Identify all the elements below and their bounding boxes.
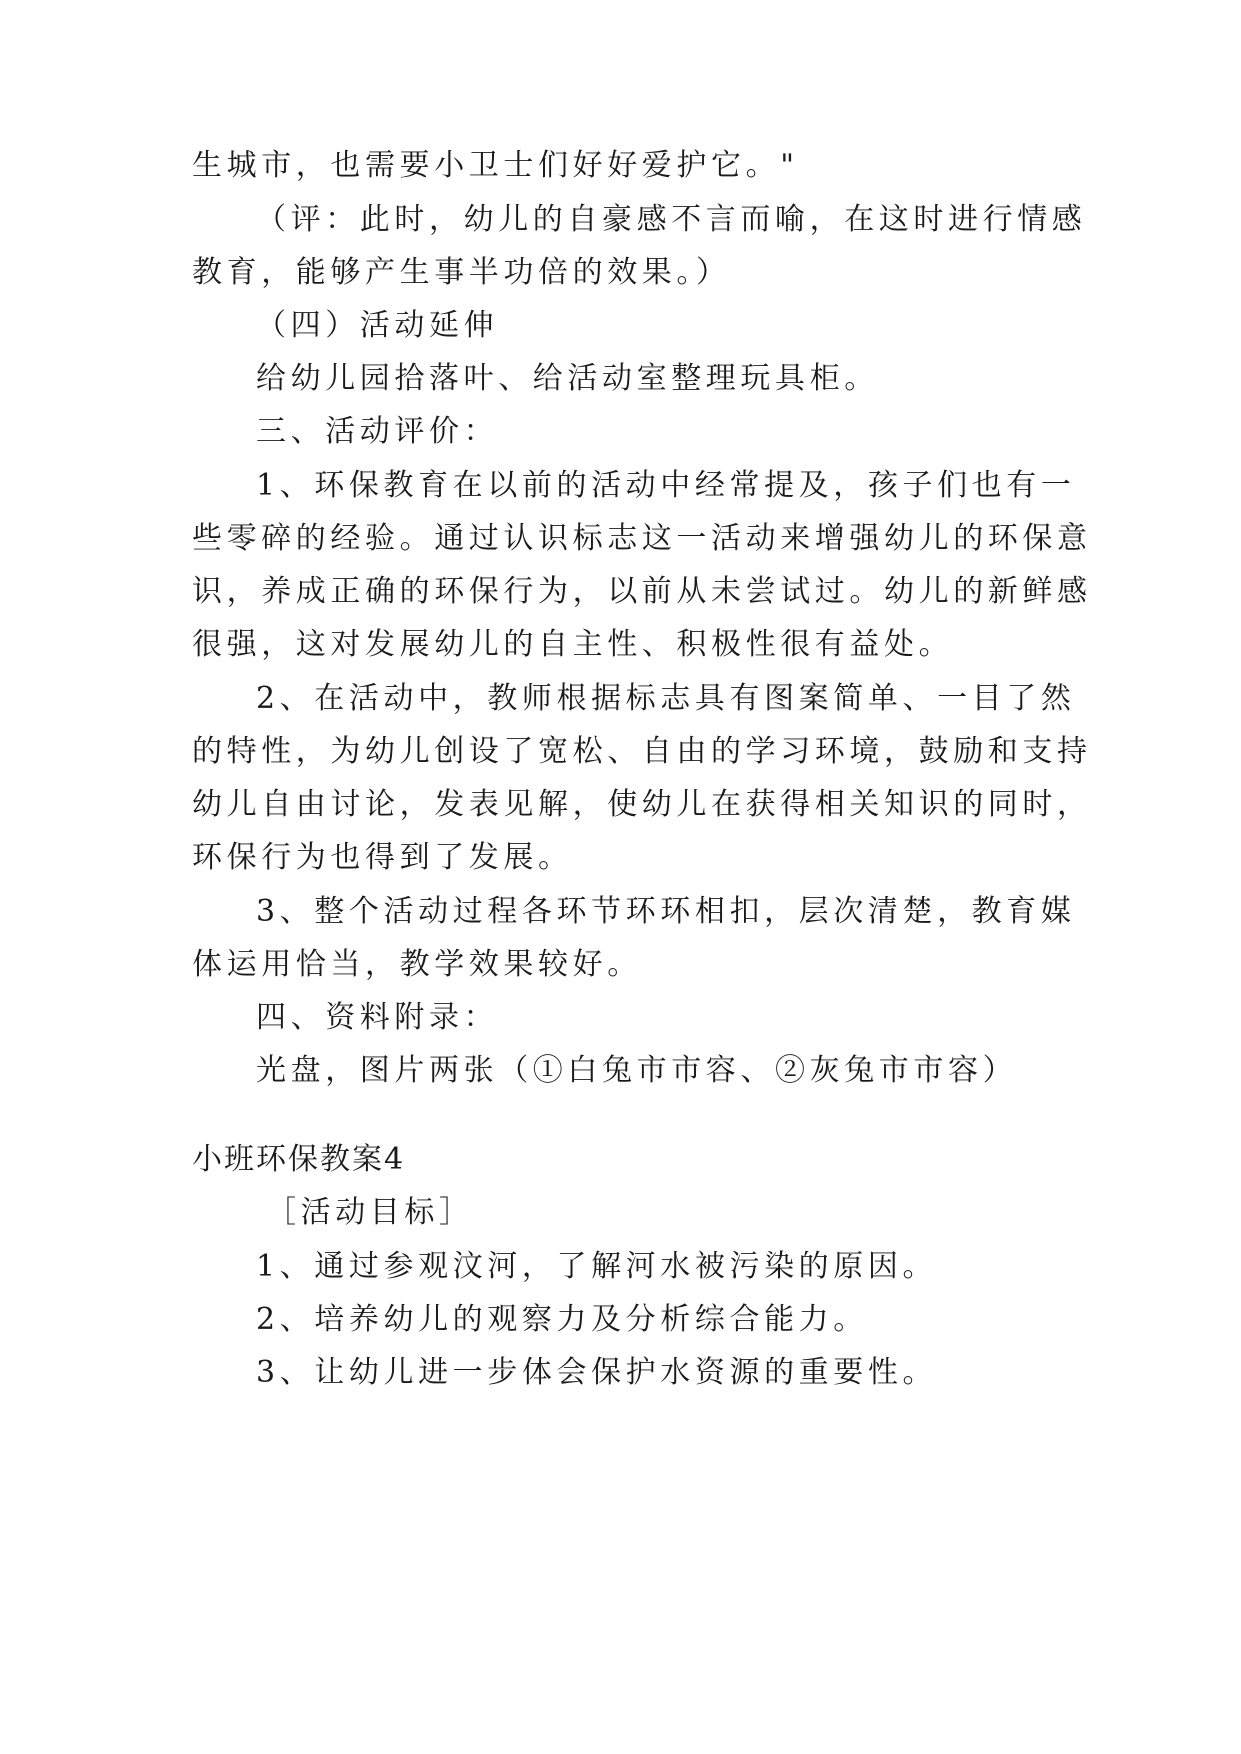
section-heading: （四）活动延伸	[256, 308, 499, 343]
document-title: 小班环保教案4	[192, 1142, 406, 1177]
paragraph-line: 很强，这对发展幼儿的自主性、积极性很有益处。	[192, 627, 954, 662]
section-heading: 三、活动评价：	[256, 414, 499, 449]
paragraph-line: 识，养成正确的环保行为，以前从未尝试过。幼儿的新鲜感	[192, 574, 1092, 609]
list-item: 2、培养幼儿的观察力及分析综合能力。	[256, 1302, 868, 1337]
paragraph-line: 的特性，为幼儿创设了宽松、自由的学习环境，鼓励和支持	[192, 734, 1092, 769]
paragraph-line: 些零碎的经验。通过认识标志这一活动来增强幼儿的环保意	[192, 521, 1092, 556]
paragraph-line: 体运用恰当，教学效果较好。	[192, 947, 642, 982]
list-item: 3、让幼儿进一步体会保护水资源的重要性。	[256, 1355, 938, 1390]
section-heading: 四、资料附录：	[256, 1000, 499, 1035]
paragraph-line: 教育，能够产生事半功倍的效果。）	[192, 255, 731, 290]
paragraph-line: 生城市，也需要小卫士们好好爱护它。"	[192, 148, 799, 183]
paragraph-line: 1、环保教育在以前的活动中经常提及，孩子们也有一	[256, 468, 1076, 503]
list-item: 1、通过参观汶河，了解河水被污染的原因。	[256, 1249, 938, 1284]
paragraph-line: （评：此时，幼儿的自豪感不言而喻，在这时进行情感	[256, 202, 1087, 237]
paragraph-line: 2、在活动中，教师根据标志具有图案简单、一目了然	[256, 681, 1076, 716]
paragraph-line: 环保行为也得到了发展。	[192, 840, 573, 875]
paragraph-line: 给幼儿园拾落叶、给活动室整理玩具柜。	[256, 361, 879, 396]
paragraph-line: 3、整个活动过程各环节环环相扣，层次清楚，教育媒	[256, 894, 1076, 929]
paragraph-line: 幼儿自由讨论，发表见解，使幼儿在获得相关知识的同时，	[192, 787, 1092, 822]
paragraph-line: 光盘，图片两张（①白兔市市容、②灰兔市市容）	[256, 1053, 1018, 1088]
section-heading: ［活动目标］	[266, 1195, 474, 1230]
